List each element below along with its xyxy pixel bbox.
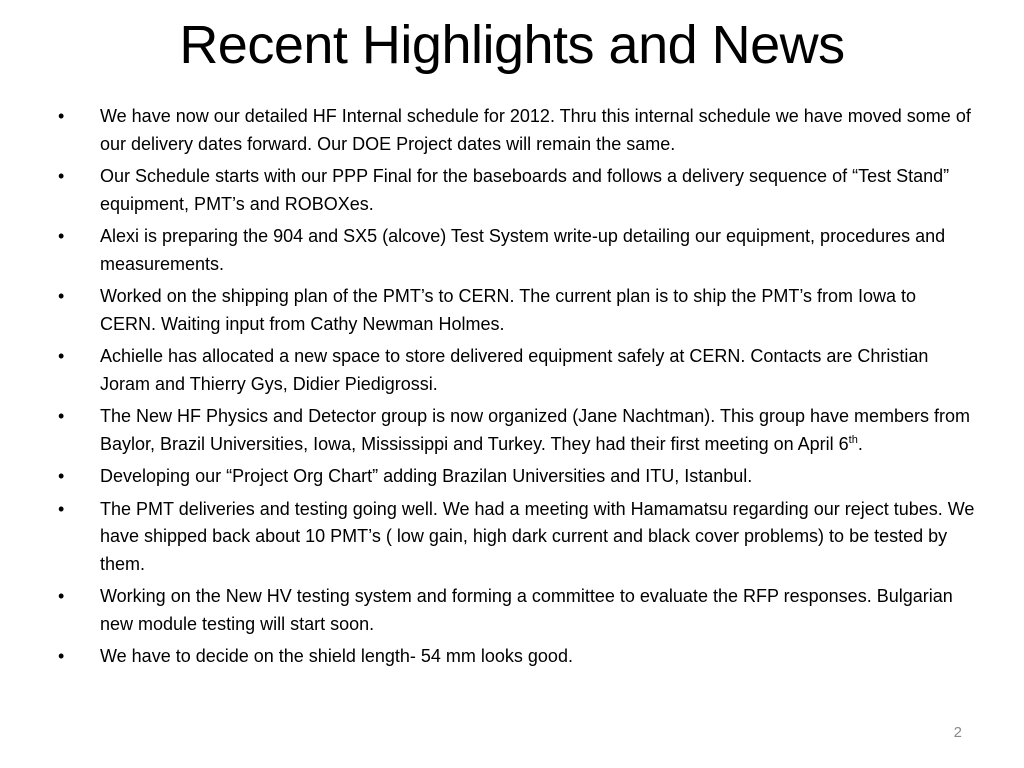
bullet-item xyxy=(56,403,976,458)
bullet-item xyxy=(56,223,976,278)
bullet-icon: • xyxy=(58,226,65,246)
bullet-item xyxy=(56,103,976,158)
bullet-text-end: . xyxy=(857,433,863,454)
bullet-item xyxy=(56,463,976,491)
bullet-icon: • xyxy=(58,466,65,486)
bullet-text: We have now our detailed HF Internal schedule for 2012. Thru this internal schedule we have moved some of our delivery dates forward. Our DOE Project dates will remain the same. xyxy=(100,106,971,154)
bullet-text: The PMT deliveries and testing going well. We had a meeting with Hamamatsu regarding our reject tubes. We have shipped back about 10 PMT’s ( low gain, high dark current and black cover problems) to be tested by them. xyxy=(100,498,975,574)
bullet-item xyxy=(56,163,976,218)
bullet-text: Working on the New HV testing system and forming a committee to evaluate the RFP responses. Bulgarian new module testing will start soon. xyxy=(100,586,953,634)
bullet-text: Developing our “Project Org Chart” adding Brazilan Universities and ITU, Istanbul. xyxy=(100,466,753,486)
page-number: 2 xyxy=(953,724,962,741)
bullet-icon: • xyxy=(58,346,65,366)
bullet-text: Our Schedule starts with our PPP Final for the baseboards and follows a delivery sequence of “Test Stand” equipment, PMT’s and ROBOXes. xyxy=(100,166,950,214)
bullet-text xyxy=(100,406,970,454)
bullet-item xyxy=(56,343,976,398)
bullet-item xyxy=(56,643,976,671)
slide-title: Recent Highlights and News xyxy=(179,15,845,75)
bullet-item xyxy=(56,496,976,579)
bullet-text: Worked on the shipping plan of the PMT’s to CERN. The current plan is to ship the PMT’s from Iowa to CERN. Waiting input from Cathy Newman Holmes. xyxy=(100,286,917,334)
bullet-icon: • xyxy=(58,406,65,426)
bullet-list xyxy=(56,103,976,676)
bullet-text: We have to decide on the shield length- 54 mm looks good. xyxy=(100,646,573,666)
bullet-icon: • xyxy=(58,286,65,306)
bullet-item xyxy=(56,283,976,338)
bullet-icon: • xyxy=(58,106,65,126)
bullet-text-main: The New HF Physics and Detector group is now organized (Jane Nachtman). This group have members from Baylor, Brazil Universities, Iowa, Mississippi and Turkey. They had their first meeting on April 6 xyxy=(100,406,971,454)
superscript-th: th xyxy=(848,433,858,446)
bullet-icon: • xyxy=(58,586,65,606)
bullet-icon: • xyxy=(58,498,65,519)
bullet-icon: • xyxy=(58,166,65,186)
bullet-text: Alexi is preparing the 904 and SX5 (alcove) Test System write-up detailing our equipment, procedures and measurements. xyxy=(100,226,946,274)
bullet-text: Achielle has allocated a new space to store delivered equipment safely at CERN. Contacts are Christian Joram and Thierry Gys, Didier Piedigrossi. xyxy=(100,346,929,394)
bullet-item xyxy=(56,583,976,638)
bullet-icon: • xyxy=(58,646,65,666)
